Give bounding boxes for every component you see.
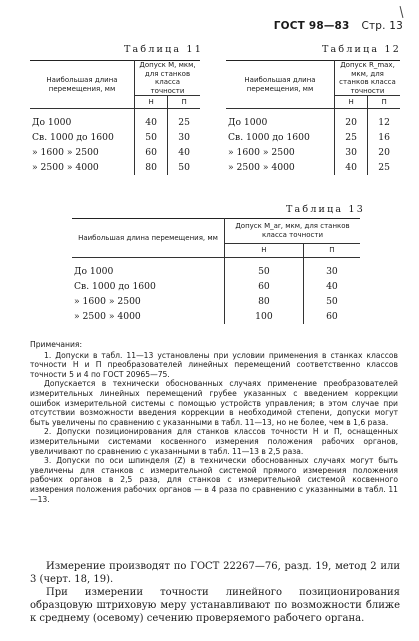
notes-block	[30, 340, 398, 504]
cell-h: 80	[225, 294, 304, 309]
table-row	[226, 145, 400, 160]
table-row	[72, 279, 360, 294]
cell-p: 50	[168, 160, 200, 175]
cell-p: 25	[368, 160, 400, 175]
table12-tolerance-header: Допуск R_max, мкм, для станков класса точности	[335, 61, 401, 96]
row-label: Св. 1000 до 1600	[32, 132, 114, 143]
cell-h: 50	[225, 258, 304, 280]
table11-sub-p: П	[168, 96, 200, 109]
body-text	[30, 560, 400, 625]
table12-sub-p: П	[368, 96, 400, 109]
row-label: Св. 1000 до 1600	[228, 132, 310, 143]
cell-p: 20	[368, 145, 400, 160]
table13-caption: Таблица 13	[286, 204, 365, 215]
table13	[72, 218, 360, 324]
table12	[226, 60, 400, 175]
table13-tolerance-header: Допуск M_ar, мкм, для станков класса точности	[225, 219, 361, 244]
table-row	[30, 130, 200, 145]
table13-length-header: Наибольшая длина перемещения, мм	[72, 219, 225, 258]
note-2: 2. Допуски позиционирования для станков классов точности Н и П, оснащенных измерительными системами косвенного измерения положения рабочих органов, увеличивают по сравнению с указанными в табл. 11—13 в 2,5 раза.	[30, 427, 398, 456]
table11-length-header: Наибольшая длина перемещения, мм	[30, 61, 135, 109]
table12-length-header: Наибольшая длина перемещения, мм	[226, 61, 335, 109]
table11	[30, 60, 200, 175]
table-row	[226, 130, 400, 145]
table-row	[226, 109, 400, 131]
row-label: » 2500 » 4000	[32, 162, 99, 173]
notes-title: Примечания:	[30, 340, 83, 349]
cell-h: 80	[135, 160, 168, 175]
cell-h: 50	[135, 130, 168, 145]
table-row	[30, 160, 200, 175]
table-row	[72, 258, 360, 280]
cell-p: 30	[168, 130, 200, 145]
cell-p: 60	[303, 309, 360, 324]
table-row	[226, 160, 400, 175]
row-label: » 1600 » 2500	[32, 147, 99, 158]
cell-p: 16	[368, 130, 400, 145]
standard-number: ГОСТ 98—83	[273, 20, 350, 32]
row-label: » 2500 » 4000	[228, 162, 295, 173]
table-row	[72, 294, 360, 309]
table11-caption: Таблица 11	[124, 44, 203, 55]
table13-sub-h: Н	[225, 243, 304, 257]
cell-h: 40	[335, 160, 368, 175]
cell-h: 40	[135, 109, 168, 131]
row-label: » 1600 » 2500	[74, 296, 141, 307]
table12-caption: Таблица 12	[322, 44, 401, 55]
cell-p: 25	[168, 109, 200, 131]
page-header	[266, 20, 403, 32]
row-label: До 1000	[32, 117, 72, 128]
body-paragraph-1: Измерение производят по ГОСТ 22267—76, разд. 19, метод 2 или 3 (черт. 18, 19).	[30, 561, 400, 585]
cell-h: 30	[335, 145, 368, 160]
cell-p: 40	[168, 145, 200, 160]
row-label: До 1000	[74, 266, 114, 277]
table11-tolerance-header: Допуск M, мкм, для станков класса точности	[135, 61, 201, 96]
corner-mark	[400, 6, 404, 18]
cell-p: 30	[303, 258, 360, 280]
cell-h: 25	[335, 130, 368, 145]
note-1-continuation: Допускается в технически обоснованных случаях применение преобразователей измерительных линейных перемещений грубее указанных с введением коррекции ошибок измерительной системы с помощью устройств управления; в этом случае при отсутствии возможности введения коррекции в необходимой степени, допуски могут быть увеличены по сравнению с указанными в табл. 11—13, но не более, чем в 1,6 раза.	[30, 379, 398, 427]
table11-sub-h: Н	[135, 96, 168, 109]
row-label: Св. 1000 до 1600	[74, 281, 156, 292]
cell-h: 100	[225, 309, 304, 324]
table-row	[72, 309, 360, 324]
cell-h: 20	[335, 109, 368, 131]
table-row	[30, 109, 200, 131]
note-1: 1. Допуски в табл. 11—13 установлены при условии применения в станках классов точности Н и П преобразователей линейных перемещений соответственно классов точности 5 и 4 по ГОСТ 20965—75.	[30, 350, 398, 379]
cell-h: 60	[225, 279, 304, 294]
note-3: 3. Допуски по оси шпинделя (Z) в технически обоснованных случаях могут быть увеличены для станков с измерительной системой прямого измерения положения рабочих органов в 2,5 раза, для станков с измерительной системой косвенного измерения положения рабочих органов — в 4 раза по сравнению с указанными в табл. 11—13.	[30, 456, 398, 504]
cell-p: 50	[303, 294, 360, 309]
row-label: » 1600 » 2500	[228, 147, 295, 158]
cell-h: 60	[135, 145, 168, 160]
row-label: До 1000	[228, 117, 268, 128]
table13-sub-p: П	[303, 243, 360, 257]
row-label: » 2500 » 4000	[74, 311, 141, 322]
body-paragraph-2: При измерении точности линейного позиционирования образцовую штриховую меру устанавливают по возможности ближе к среднему (осевому) сечению проверяемого рабочего органа.	[30, 587, 400, 624]
cell-p: 12	[368, 109, 400, 131]
cell-p: 40	[303, 279, 360, 294]
table12-sub-h: Н	[335, 96, 368, 109]
page-number: Стр. 13	[361, 20, 403, 32]
table-row	[30, 145, 200, 160]
